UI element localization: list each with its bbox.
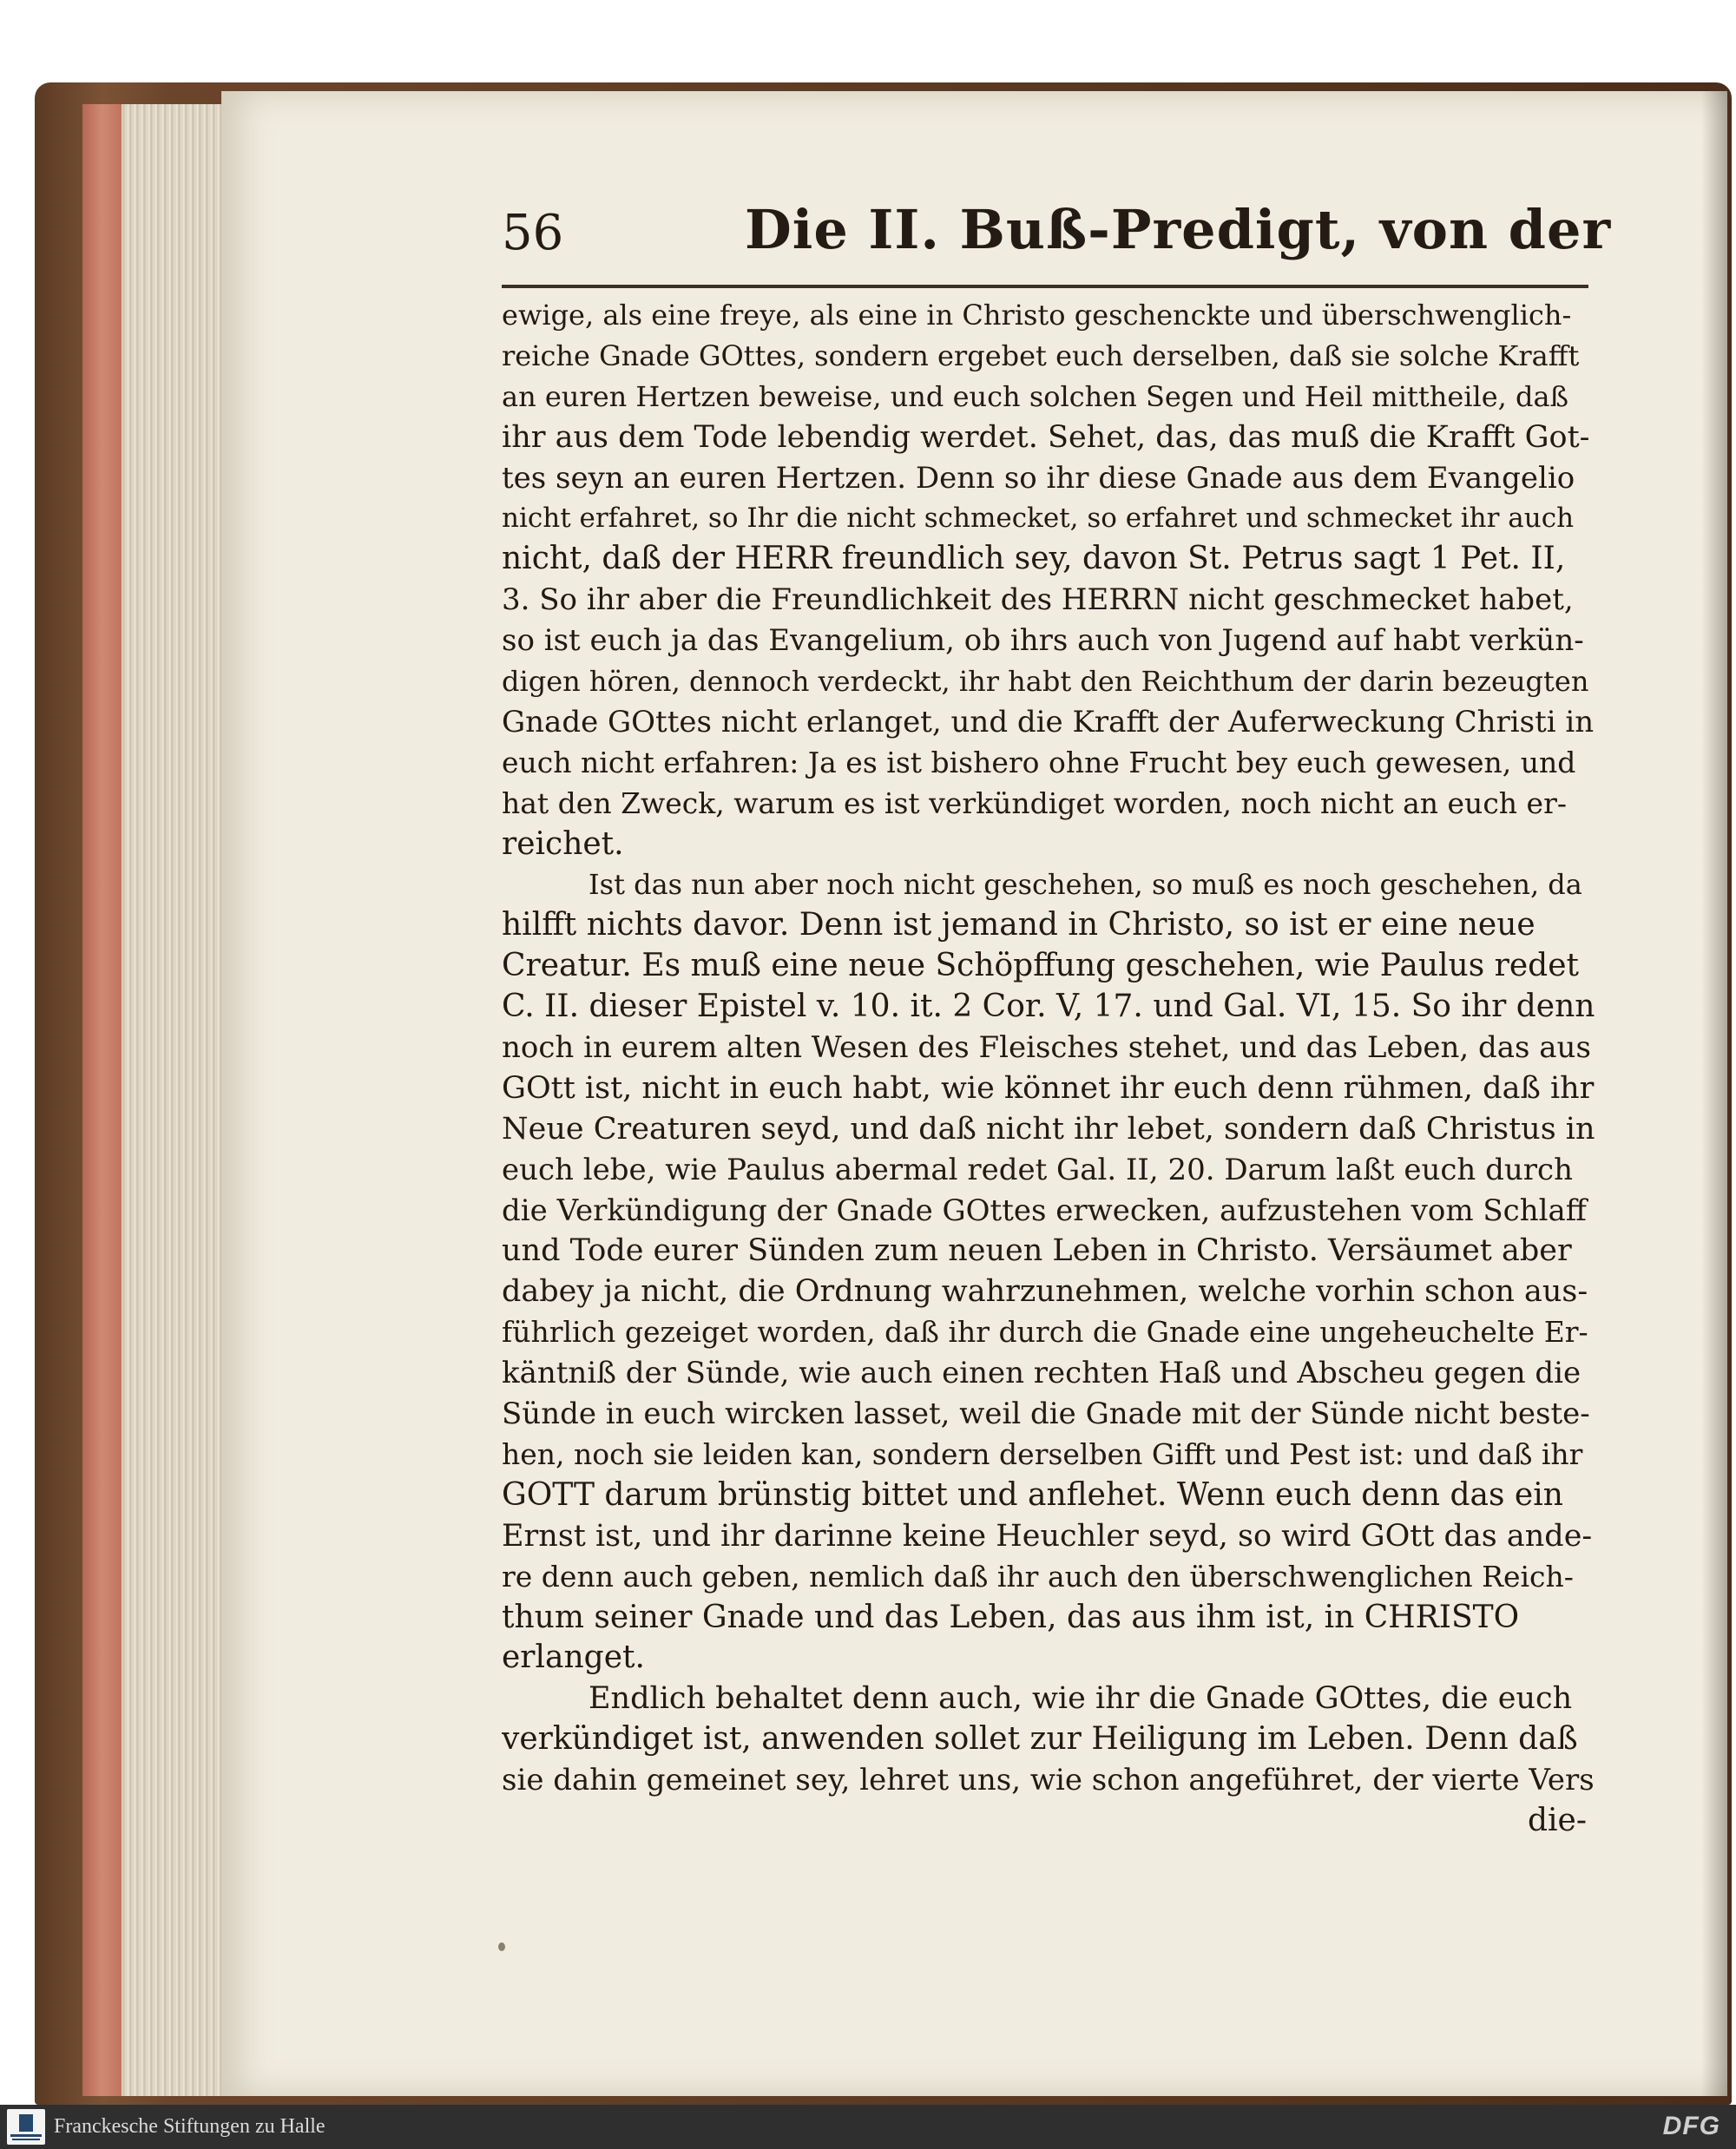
body-text — [502, 295, 1595, 1842]
text-line: dabey ja nicht, die Ordnung wahrzunehmen, welche vorhin schon aus- — [502, 1274, 1588, 1310]
text-line: noch in eurem alten Wesen des Fleisches stehet, und das Leben, das aus — [502, 1030, 1591, 1066]
text-line: euch nicht erfahren: Ja es ist bishero ohne Frucht bey euch gewesen, und — [502, 745, 1576, 779]
dfg-logo: DFG — [1662, 2112, 1720, 2140]
page-number: 56 — [502, 205, 564, 261]
text-line: hen, noch sie leiden kan, sondern derselben Gifft und Pest ist: und daß ihr — [502, 1436, 1583, 1471]
text-line: GOTT darum brünstig bittet und anflehet. Wenn euch denn das ein — [502, 1476, 1563, 1513]
header-rule — [502, 285, 1588, 288]
text-line: sie dahin gemeinet sey, lehret uns, wie schon angeführet, der vierte Vers — [502, 1763, 1595, 1798]
text-line: käntniß der Sünde, wie auch einen rechten Haß und Abscheu gegen die — [502, 1356, 1581, 1391]
text-line: tes seyn an euren Hertzen. Denn so ihr diese Gnade aus dem Evangelio — [502, 460, 1575, 496]
text-line: nicht erfahret, so Ihr die nicht schmecket, so erfahret und schmecket ihr auch — [502, 503, 1575, 535]
text-line: Gnade GOttes nicht erlanget, und die Krafft der Auferweckung Christi in — [502, 704, 1595, 739]
text-line: reiche Gnade GOttes, sondern ergebet euch derselben, daß sie solche Krafft — [502, 338, 1580, 372]
red-page-edge — [82, 104, 122, 2096]
page-speck — [498, 1942, 505, 1951]
running-title: Die II. Buß-Predigt, von der — [745, 198, 1612, 261]
institution-name: Franckesche Stiftungen zu Halle — [54, 2115, 326, 2138]
text-line: euch lebe, wie Paulus abermal redet Gal. II, 20. Darum laßt euch durch — [502, 1152, 1573, 1187]
running-head — [502, 198, 1612, 263]
text-line: hat den Zweck, warum es ist verkündiget worden, noch nicht an euch er- — [502, 785, 1567, 820]
text-line: reichet. — [502, 825, 624, 862]
text-line: führlich gezeiget worden, daß ihr durch die Gnade eine ungeheuchelte Er- — [502, 1315, 1588, 1350]
viewer-footer — [0, 2105, 1736, 2149]
text-line: so ist euch ja das Evangelium, ob ihrs auch von Jugend auf habt verkün- — [502, 623, 1584, 659]
text-line: Sünde in euch wircken lasset, weil die Gnade mit der Sünde nicht beste- — [502, 1397, 1590, 1432]
text-line: verkündiget ist, anwenden sollet zur Heiligung im Leben. Denn daß — [502, 1721, 1578, 1758]
paragraph-start-line: Ist das nun aber noch nicht geschehen, so muß es noch geschehen, da — [589, 868, 1582, 902]
text-line: C. II. dieser Epistel v. 10. it. 2 Cor. V, 17. und Gal. VI, 15. So ihr denn — [502, 989, 1595, 1025]
text-line: Ernst ist, und ihr darinne keine Heuchler seyd, so wird GOtt das ande- — [502, 1518, 1593, 1554]
text-line: thum seiner Gnade und das Leben, das aus ihm ist, in CHRISTO — [502, 1599, 1520, 1635]
text-line: und Tode eurer Sünden zum neuen Leben in Christo. Versäumet aber — [502, 1233, 1572, 1269]
text-line: digen hören, dennoch verdeckt, ihr habt den Reichthum der darin bezeugten — [502, 665, 1589, 699]
text-line: Creatur. Es muß eine neue Schöpffung geschehen, wie Paulus redet — [502, 948, 1579, 984]
institution-logo-icon — [7, 2109, 45, 2145]
text-line: ihr aus dem Tode lebendig werdet. Sehet, das, das muß die Krafft Got- — [502, 419, 1590, 455]
text-line: die Verkündigung der Gnade GOttes erwecken, aufzustehen vom Schlaff — [502, 1193, 1587, 1228]
text-line: hilfft nichts davor. Denn ist jemand in Christo, so ist er eine neue — [502, 907, 1535, 943]
text-line: re denn auch geben, nemlich daß ihr auch den überschwenglichen Reich- — [502, 1559, 1574, 1594]
page-gutter — [1701, 91, 1727, 2096]
text-line: an euren Hertzen beweise, und euch solchen Segen und Heil mittheile, daß — [502, 379, 1568, 413]
text-line: nicht, daß der HERR freundlich sey, davon St. Petrus sagt 1 Pet. II, — [502, 541, 1566, 577]
text-line: GOtt ist, nicht in euch habt, wie könnet ihr euch denn rühmen, daß ihr — [502, 1070, 1595, 1106]
text-line: 3. So ihr aber die Freundlichkeit des HERRN nicht geschmecket habet, — [502, 582, 1574, 618]
text-line: Neue Creaturen seyd, und daß nicht ihr lebet, sondern daß Christus in — [502, 1111, 1595, 1147]
catchword: die- — [1527, 1802, 1587, 1838]
text-line: erlanget. — [502, 1640, 645, 1676]
text-line: ewige, als eine freye, als eine in Christo geschenckte und überschwenglich- — [502, 299, 1572, 332]
paragraph-start-line: Endlich behaltet denn auch, wie ihr die Gnade GOttes, die euch — [589, 1681, 1573, 1717]
